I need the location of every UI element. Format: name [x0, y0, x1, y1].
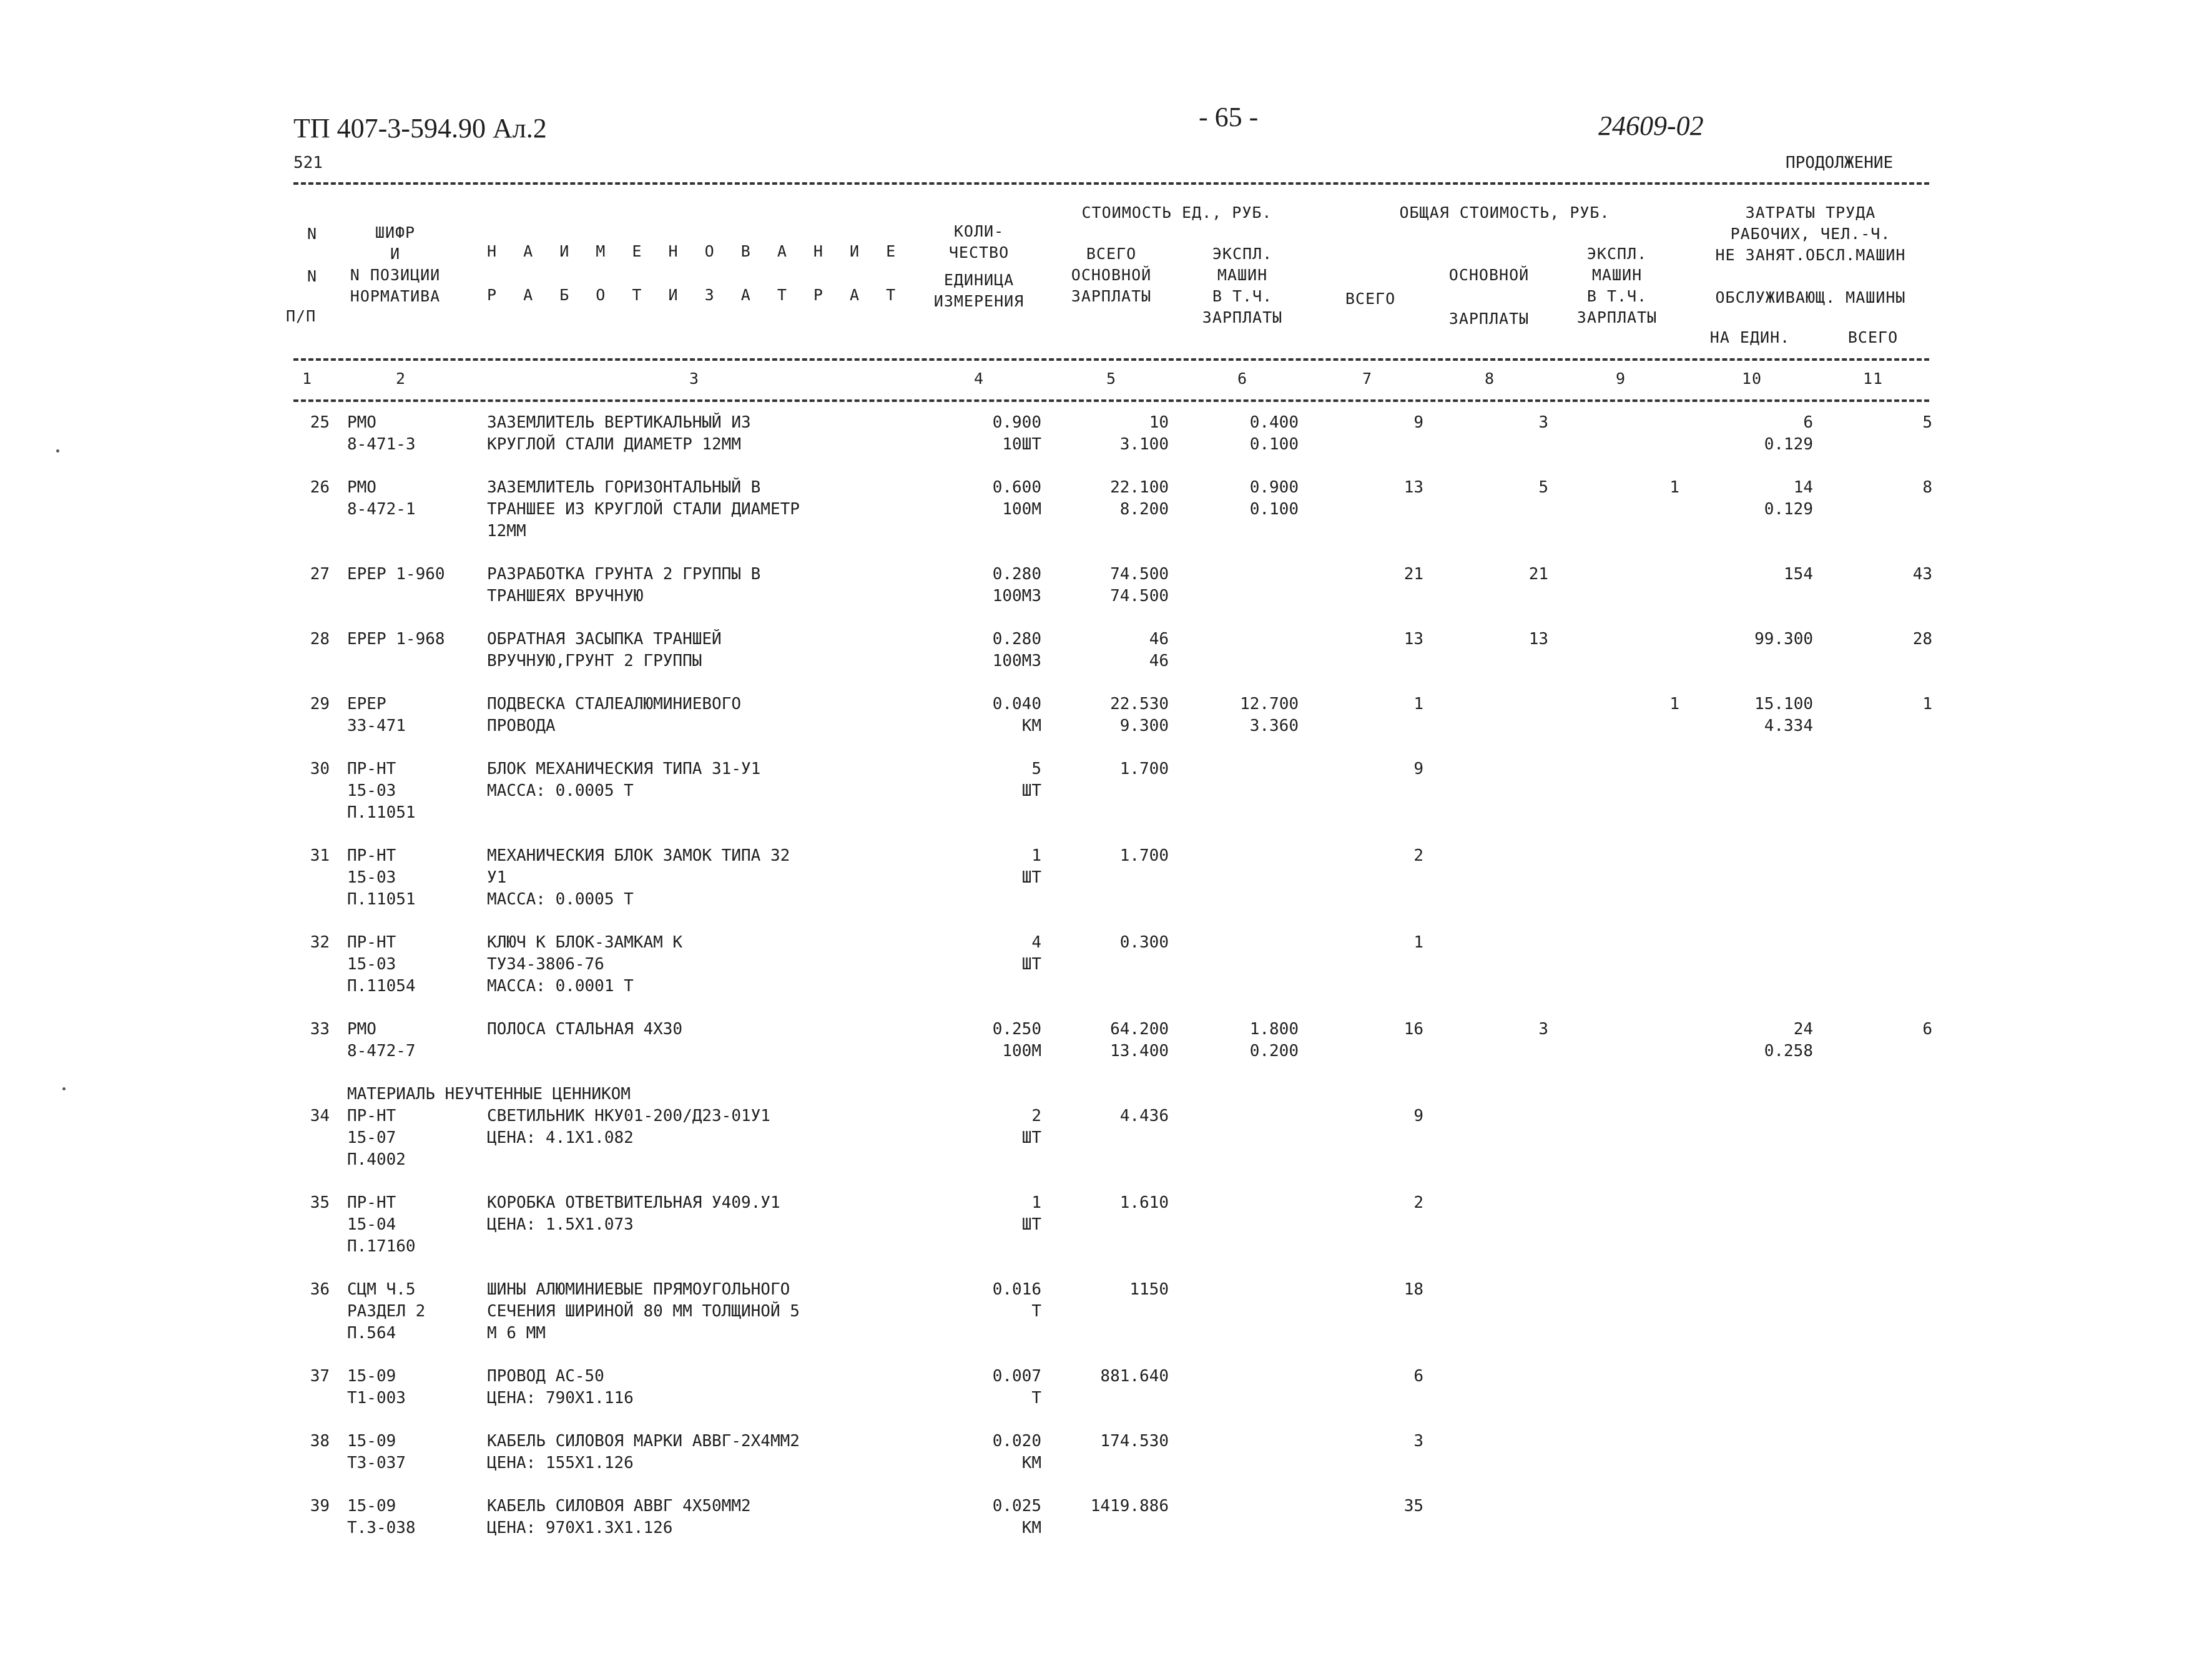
row-quantity: КМ [1021, 717, 1041, 735]
row-total: 16 [1403, 1020, 1423, 1039]
header-num: N [307, 225, 318, 243]
row-total: 35 [1403, 1497, 1423, 1515]
header-mach: ЗАРПЛАТЫ [1576, 308, 1658, 326]
row-labor-total: 8 [1922, 478, 1932, 497]
column-number: 5 [1106, 369, 1117, 388]
header-code: N ПОЗИЦИИ [350, 266, 441, 284]
row-number: 37 [310, 1367, 330, 1386]
row-unit-total: 46 [1149, 652, 1169, 670]
row-unit-total: 1.610 [1119, 1193, 1169, 1212]
row-code: РАЗДЕЛ 2 [347, 1302, 426, 1321]
row-code: 15-03 [347, 868, 396, 887]
row-code: СЦМ Ч.5 [347, 1280, 416, 1299]
row-name: ЦЕНА: 1.5Х1.073 [487, 1215, 634, 1234]
row-labor-unit: 0.129 [1764, 435, 1813, 454]
row-name: ЦЕНА: 4.1Х1.082 [487, 1128, 634, 1147]
header-mach: МАШИН [1591, 266, 1643, 284]
row-name: БЛОК МЕХАНИЧЕСКИЯ ТИПА 31-У1 [487, 760, 761, 778]
row-labor-unit: 24 [1793, 1020, 1813, 1039]
row-unit-total: 3.100 [1119, 435, 1169, 454]
header-labor-unit: НА ЕДИН. [1709, 328, 1791, 346]
row-total: 9 [1413, 413, 1423, 432]
row-quantity: КМ [1021, 1454, 1041, 1472]
row-quantity: Т [1031, 1389, 1041, 1407]
header-code: ШИФР [375, 223, 416, 242]
row-number: 32 [310, 933, 330, 952]
table-colnum-rule [293, 399, 1929, 402]
row-name: ПРОВОДА [487, 717, 556, 735]
row-quantity: 0.900 [992, 413, 1041, 432]
row-number: 39 [310, 1497, 330, 1515]
row-number: 34 [310, 1107, 330, 1125]
column-number: 10 [1741, 369, 1762, 388]
row-machine: 1 [1669, 478, 1679, 497]
row-number: 36 [310, 1280, 330, 1299]
row-name: 12ММ [487, 522, 526, 541]
header-total: ВСЕГО [1345, 290, 1396, 308]
header-unit-mach: МАШИН [1217, 266, 1268, 284]
row-quantity: 0.040 [992, 695, 1041, 713]
row-wage: 21 [1528, 565, 1548, 584]
row-number: 33 [310, 1020, 330, 1039]
row-quantity: ШТ [1021, 868, 1041, 887]
page-number: - 65 - [1199, 102, 1259, 132]
row-quantity: 0.280 [992, 630, 1041, 648]
header-total-cost: ОБЩАЯ СТОИМОСТЬ, РУБ. [1399, 203, 1610, 222]
row-labor-unit: 15.100 [1754, 695, 1813, 713]
row-quantity: 1 [1031, 1193, 1041, 1212]
row-code: П.11051 [347, 803, 416, 822]
row-quantity: 0.020 [992, 1432, 1041, 1451]
row-code: ПР-НТ [347, 760, 396, 778]
row-labor-total: 5 [1922, 413, 1932, 432]
row-code: ПР-НТ [347, 933, 396, 952]
doc-code: ТП 407-3-594.90 Ал.2 [293, 113, 547, 144]
row-name: КЛЮЧ К БЛОК-ЗАМКАМ К [487, 933, 683, 952]
row-quantity: 0.016 [992, 1280, 1041, 1299]
row-name: КАБЕЛЬ СИЛОВОЯ МАРКИ АВВГ-2Х4ММ2 [487, 1432, 800, 1451]
header-unit-mach: В Т.Ч. [1212, 287, 1273, 305]
row-name: СЕЧЕНИЯ ШИРИНОЙ 80 ММ ТОЛЩИНОЙ 5 [487, 1302, 800, 1321]
row-unit-total: 881.640 [1100, 1367, 1169, 1386]
row-unit-total: 174.530 [1100, 1432, 1169, 1451]
row-quantity: ШТ [1021, 955, 1041, 974]
sheet-code: 521 [293, 154, 323, 172]
row-name: ОБРАТНАЯ ЗАСЫПКА ТРАНШЕЙ [487, 630, 722, 648]
row-unit-total: 46 [1149, 630, 1169, 648]
row-name: МАССА: 0.0001 Т [487, 977, 634, 996]
row-name: МАССА: 0.0005 Т [487, 890, 634, 909]
row-labor-total: 1 [1922, 695, 1932, 713]
row-code: Т1-003 [347, 1389, 406, 1407]
row-unit-total: 74.500 [1110, 565, 1169, 584]
row-total: 3 [1413, 1432, 1423, 1451]
row-code: П.11051 [347, 890, 416, 909]
column-number: 2 [395, 369, 406, 388]
row-quantity: 0.007 [992, 1367, 1041, 1386]
row-unit-total: 0.300 [1119, 933, 1169, 952]
header-labor-sub: НЕ ЗАНЯТ.ОБСЛ.МАШИН [1715, 246, 1906, 264]
row-labor-unit: 14 [1793, 478, 1813, 497]
header-num: N [307, 267, 318, 285]
row-number: 27 [310, 565, 330, 584]
row-name: РАЗРАБОТКА ГРУНТА 2 ГРУППЫ В [487, 565, 761, 584]
header-labor-total: ВСЕГО [1847, 328, 1899, 346]
row-total: 18 [1403, 1280, 1423, 1299]
row-labor-total: 6 [1922, 1020, 1932, 1039]
row-unit-total: 22.100 [1110, 478, 1169, 497]
header-labor-sub: ОБСЛУЖИВАЮЩ. МАШИНЫ [1715, 288, 1906, 306]
row-number: 25 [310, 413, 330, 432]
row-total: 2 [1413, 846, 1423, 865]
row-total: 9 [1413, 760, 1423, 778]
row-name: ШИНЫ АЛЮМИНИЕВЫЕ ПРЯМОУГОЛЬНОГО [487, 1280, 790, 1299]
row-name: М 6 ММ [487, 1324, 546, 1343]
row-name: ПРОВОД АС-50 [487, 1367, 604, 1386]
header-labor: ЗАТРАТЫ ТРУДА [1745, 203, 1876, 222]
row-name: ЦЕНА: 970Х1.3Х1.126 [487, 1519, 673, 1537]
row-number: 28 [310, 630, 330, 648]
row-quantity: 1 [1031, 846, 1041, 865]
row-quantity: Т [1031, 1302, 1041, 1321]
row-name: КРУГЛОЙ СТАЛИ ДИАМЕТР 12ММ [487, 435, 741, 454]
row-number: 35 [310, 1193, 330, 1212]
column-number: 1 [302, 369, 313, 388]
row-unit-total: 1419.886 [1090, 1497, 1169, 1515]
row-labor-unit: 99.300 [1754, 630, 1813, 648]
row-quantity: 100М [1002, 1042, 1041, 1060]
row-number: 30 [310, 760, 330, 778]
row-unit-machine: 12.700 [1240, 695, 1299, 713]
row-number: 38 [310, 1432, 330, 1451]
row-wage: 5 [1538, 478, 1548, 497]
table-top-rule [293, 182, 1929, 185]
row-unit-total: 64.200 [1110, 1020, 1169, 1039]
row-labor-unit: 0.258 [1764, 1042, 1813, 1060]
row-name: МЕХАНИЧЕСКИЯ БЛОК ЗАМОК ТИПА 32 [487, 846, 790, 865]
continuation-label: ПРОДОЛЖЕНИЕ [1786, 154, 1894, 172]
header-qty: ЧЕСТВО [948, 243, 1010, 262]
header-unit-total: ЗАРПЛАТЫ [1071, 287, 1152, 305]
row-unit-machine: 0.100 [1249, 500, 1299, 519]
row-total: 6 [1413, 1367, 1423, 1386]
row-total: 1 [1413, 933, 1423, 952]
row-name: ЦЕНА: 790Х1.116 [487, 1389, 634, 1407]
row-unit-total: 1.700 [1119, 760, 1169, 778]
row-unit-total: 4.436 [1119, 1107, 1169, 1125]
row-unit-machine: 3.360 [1249, 717, 1299, 735]
row-code: 8-472-1 [347, 500, 416, 519]
row-machine: 1 [1669, 695, 1679, 713]
row-code: 15-09 [347, 1367, 396, 1386]
section-label: МАТЕРИАЛЬ НЕУЧТЕННЫЕ ЦЕННИКОМ [347, 1085, 631, 1104]
row-code: 8-471-3 [347, 435, 416, 454]
header-labor: РАБОЧИХ, ЧЕЛ.-Ч. [1730, 225, 1891, 243]
row-quantity: 0.025 [992, 1497, 1041, 1515]
row-quantity: ШТ [1021, 1128, 1041, 1147]
header-qty: КОЛИ- [953, 222, 1005, 240]
row-name: ТРАНШЕЕ ИЗ КРУГЛОЙ СТАЛИ ДИАМЕТР [487, 500, 800, 519]
row-unit-machine: 0.900 [1249, 478, 1299, 497]
row-name: КОРОБКА ОТВЕТВИТЕЛЬНАЯ У409.У1 [487, 1193, 780, 1212]
row-code: ПР-НТ [347, 1107, 396, 1125]
row-total: 13 [1403, 630, 1423, 648]
row-name: ТУ34-3806-76 [487, 955, 604, 974]
header-unit-total: ОСНОВНОЙ [1071, 266, 1152, 284]
row-code: 15-03 [347, 781, 396, 800]
row-quantity: 100М3 [992, 652, 1041, 670]
row-unit-machine: 1.800 [1249, 1020, 1299, 1039]
row-labor-unit: 0.129 [1764, 500, 1813, 519]
row-quantity: 2 [1031, 1107, 1041, 1125]
row-quantity: КМ [1021, 1519, 1041, 1537]
row-unit-total: 74.500 [1110, 587, 1169, 605]
column-number: 4 [973, 369, 985, 388]
row-wage: 3 [1538, 1020, 1548, 1039]
row-number: 26 [310, 478, 330, 497]
row-code: 15-07 [347, 1128, 396, 1147]
column-number: 3 [689, 369, 700, 388]
row-code: П.4002 [347, 1150, 406, 1169]
row-unit-total: 22.530 [1110, 695, 1169, 713]
row-total: 1 [1413, 695, 1423, 713]
row-code: ПР-НТ [347, 1193, 396, 1212]
row-quantity: 0.280 [992, 565, 1041, 584]
row-code: П.564 [347, 1324, 396, 1343]
row-quantity: 0.600 [992, 478, 1041, 497]
column-number: 8 [1484, 369, 1495, 388]
row-number: 29 [310, 695, 330, 713]
row-number: 31 [310, 846, 330, 865]
margin-mark [62, 1087, 66, 1090]
header-unit-cost: СТОИМОСТЬ ЕД., РУБ. [1081, 203, 1272, 222]
row-name: ЗАЗЕМЛИТЕЛЬ ВЕРТИКАЛЬНЫЙ ИЗ [487, 413, 751, 432]
row-name: ЗАЗЕМЛИТЕЛЬ ГОРИЗОНТАЛЬНЫЙ В [487, 478, 761, 497]
row-labor-unit: 4.334 [1764, 717, 1813, 735]
header-name: Н А И М Е Н О В А Н И Е [487, 242, 905, 260]
row-name: У1 [487, 868, 507, 887]
header-wage: ЗАРПЛАТЫ [1448, 310, 1530, 328]
header-code: И [390, 245, 401, 263]
row-unit-total: 8.200 [1119, 500, 1169, 519]
margin-mark [56, 449, 59, 453]
row-code: ЕРЕР 1-968 [347, 630, 445, 648]
row-unit-machine: 0.400 [1249, 413, 1299, 432]
row-name: МАССА: 0.0005 Т [487, 781, 634, 800]
row-labor-unit: 6 [1803, 413, 1813, 432]
row-name: ТРАНШЕЯХ ВРУЧНУЮ [487, 587, 644, 605]
row-quantity: 10ШТ [1002, 435, 1041, 454]
row-name: ПОЛОСА СТАЛЬНАЯ 4Х30 [487, 1020, 683, 1039]
row-code: ЕРЕР 1-960 [347, 565, 445, 584]
row-code: РМО [347, 1020, 376, 1039]
row-unit-total: 1.700 [1119, 846, 1169, 865]
row-quantity: ШТ [1021, 1215, 1041, 1234]
header-num: П/П [286, 307, 317, 325]
row-unit-machine: 0.100 [1249, 435, 1299, 454]
row-total: 9 [1413, 1107, 1423, 1125]
row-unit-total: 13.400 [1110, 1042, 1169, 1060]
row-unit-total: 1150 [1129, 1280, 1169, 1299]
row-wage: 13 [1528, 630, 1548, 648]
column-number: 7 [1362, 369, 1373, 388]
row-quantity: 4 [1031, 933, 1041, 952]
column-number: 9 [1615, 369, 1626, 388]
row-labor-total: 28 [1912, 630, 1932, 648]
header-unit-total: ВСЕГО [1086, 245, 1137, 263]
row-name: ПОДВЕСКА СТАЛЕАЛЮМИНИЕВОГО [487, 695, 741, 713]
row-unit-machine: 0.200 [1249, 1042, 1299, 1060]
header-wage: ОСНОВНОЙ [1448, 266, 1530, 284]
row-labor-total: 43 [1912, 565, 1932, 584]
row-total: 21 [1403, 565, 1423, 584]
row-unit-total: 9.300 [1119, 717, 1169, 735]
row-unit-total: 10 [1149, 413, 1169, 432]
row-code: П.11054 [347, 977, 416, 996]
row-quantity: 5 [1031, 760, 1041, 778]
row-total: 13 [1403, 478, 1423, 497]
header-mach: В Т.Ч. [1586, 287, 1648, 305]
row-name: КАБЕЛЬ СИЛОВОЯ АВВГ 4Х50ММ2 [487, 1497, 751, 1515]
header-name: Р А Б О Т И З А Т Р А Т [487, 286, 905, 304]
header-qty: ЕДИНИЦА [943, 271, 1015, 289]
doc-number: 24609-02 [1598, 110, 1704, 141]
row-code: Т.3-038 [347, 1519, 416, 1537]
row-name: ЦЕНА: 155Х1.126 [487, 1454, 634, 1472]
row-wage: 3 [1538, 413, 1548, 432]
header-unit-mach: ЗАРПЛАТЫ [1202, 308, 1283, 326]
row-quantity: 0.250 [992, 1020, 1041, 1039]
row-code: 15-03 [347, 955, 396, 974]
column-number: 6 [1237, 369, 1248, 388]
row-quantity: 100М3 [992, 587, 1041, 605]
header-qty: ИЗМЕРЕНИЯ [933, 292, 1025, 310]
row-code: 15-04 [347, 1215, 396, 1234]
row-total: 2 [1413, 1193, 1423, 1212]
column-number: 11 [1862, 369, 1884, 388]
row-code: Т3-037 [347, 1454, 406, 1472]
row-code: 8-472-7 [347, 1042, 416, 1060]
row-code: 15-09 [347, 1497, 396, 1515]
row-code: ПР-НТ [347, 846, 396, 865]
row-code: 33-471 [347, 717, 406, 735]
row-quantity: 100М [1002, 500, 1041, 519]
header-code: НОРМАТИВА [350, 287, 441, 305]
row-code: РМО [347, 413, 376, 432]
row-labor-unit: 154 [1784, 565, 1813, 584]
header-mach: ЭКСПЛ. [1586, 245, 1648, 263]
row-quantity: ШТ [1021, 781, 1041, 800]
table-header-rule [293, 358, 1929, 361]
header-unit-mach: ЭКСПЛ. [1212, 245, 1273, 263]
row-code: П.17160 [347, 1237, 416, 1256]
row-name: ВРУЧНУЮ,ГРУНТ 2 ГРУППЫ [487, 652, 702, 670]
row-code: РМО [347, 478, 376, 497]
row-code: ЕРЕР [347, 695, 386, 713]
row-code: 15-09 [347, 1432, 396, 1451]
row-name: СВЕТИЛЬНИК НКУ01-200/Д23-01У1 [487, 1107, 770, 1125]
